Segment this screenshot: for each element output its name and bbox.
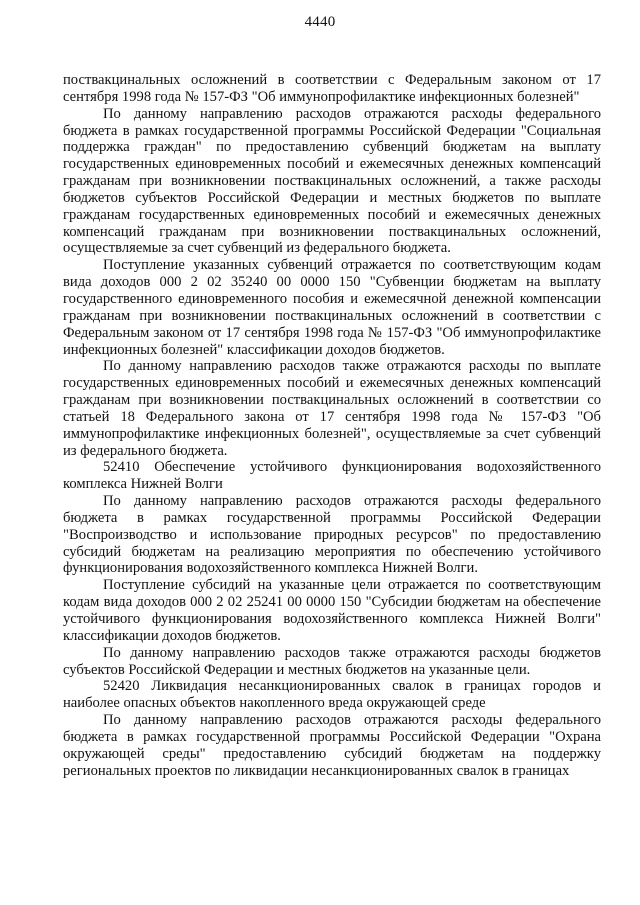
section-heading-52420: 52420 Ликвидация несанкционированных свалок в границах городов и наиболее опасных объектов накопленного вреда окружающей среде <box>63 678 601 712</box>
document-body <box>63 72 601 779</box>
paragraph-10: По данному направлению расходов отражаются расходы федерального бюджета в рамках государственной программы Российской Федерации "Охрана окружающей среды" предоставлению субсидий бюджетам на поддержку региональных проектов по ликвидации несанкционированных свалок в границах <box>63 712 601 779</box>
paragraph-1: поствакцинальных осложнений в соответствии с Федеральным законом от 17 сентября 1998 года № 157-ФЗ "Об иммунопрофилактике инфекционных болезней" <box>63 72 601 105</box>
paragraph-2: По данному направлению расходов отражаются расходы федерального бюджета в рамках государственной программы Российской Федерации "Социальная поддержка граждан" по предоставлению субвенций бюджетам на выплату государственных единовременных пособий и ежемесячных денежных компенсаций гражданам при возникновении поствакцинальных осложнений, а также расходы бюджетов субъектов Российской Федерации и местных бюджетов по выплате гражданам государственных единовременных пособий и ежемесячных денежных компенсаций гражданам при возникновении поствакцинальных осложнений, осуществляемые за счет субвенций из федерального бюджета. <box>63 105 601 257</box>
paragraph-3: Поступление указанных субвенций отражается по соответствующим кодам вида доходов 000 2 02 35240 00 0000 150 "Субвенции бюджетам на выплату государственного единовременного пособия и ежемесячной денежной компенсации гражданам при возникновении поствакцинальных осложнений в соответствии с Федеральным законом от 17 сентября 1998 года № 157-ФЗ "Об иммунопрофилактике инфекционных болезней" классификации доходов бюджетов. <box>63 257 601 358</box>
paragraph-8: По данному направлению расходов также отражаются расходы бюджетов субъектов Российской Федерации и местных бюджетов на указанные цели. <box>63 644 601 678</box>
section-heading-52410: 52410 Обеспечение устойчивого функционирования водохозяйственного комплекса Нижней Волги <box>63 459 601 493</box>
paragraph-6: По данному направлению расходов отражаются расходы федерального бюджета в рамках государственной программы Российской Федерации "Воспроизводство и использование природных ресурсов" по предоставлению субсидий бюджетам на реализацию мероприятия по обеспечению устойчивого функционирования водохозяйственного комплекса Нижней Волги. <box>63 493 601 577</box>
page-number: 4440 <box>304 14 336 30</box>
paragraph-7: Поступление субсидий на указанные цели отражается по соответствующим кодам вида доходов 000 2 02 25241 00 0000 150 "Субсидии бюджетам на обеспечение устойчивого функционирования водохозяйственного комплекса Нижней Волги" классификации доходов бюджетов. <box>63 577 601 644</box>
paragraph-4: По данному направлению расходов также отражаются расходы по выплате государственных единовременных пособий и ежемесячных денежных компенсаций гражданам при возникновении поствакцинальных осложнений в соответствии со статьей 18 Федерального закона от 17 сентября 1998 года № 157-ФЗ "Об иммунопрофилактике инфекционных болезней", осуществляемые за счет субвенций из федерального бюджета. <box>63 358 601 459</box>
